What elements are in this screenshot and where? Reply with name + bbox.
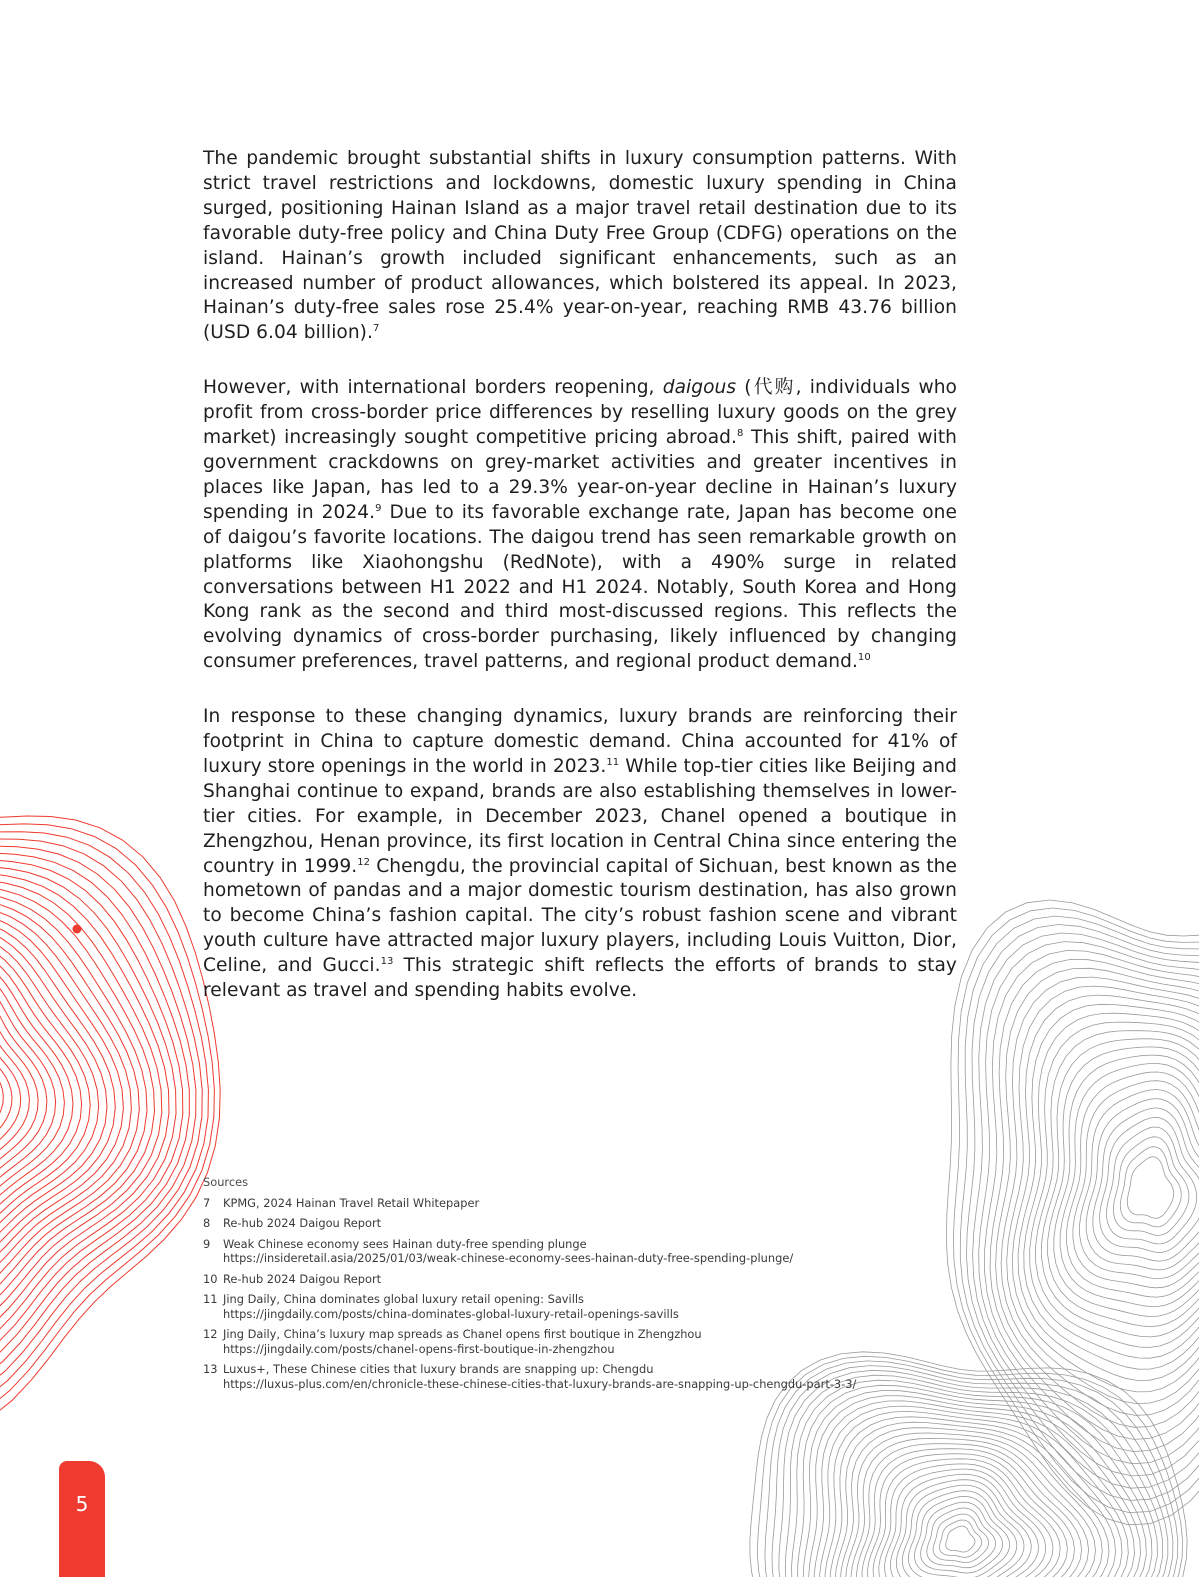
source-title: Luxus+, These Chinese cities that luxury brands are snapping up: Chengdu xyxy=(223,1362,654,1376)
source-item xyxy=(203,1362,983,1391)
paragraph-text: In response to these changing dynamics, luxury brands are reinforcing their footprint in China to capture domestic demand. China accounted for 41% of luxury store openings in the world in 2023. xyxy=(203,706,957,777)
gray-contour-lines-right xyxy=(946,900,1199,1525)
gray-contour-line xyxy=(990,959,1199,1439)
page-number: 5 xyxy=(75,1492,89,1516)
italic-term: daigous xyxy=(662,377,737,399)
gray-contour-line xyxy=(1080,1090,1199,1279)
paragraph-text: The pandemic brought substantial shifts in luxury consumption patterns. With strict travel restrictions and lockdowns, domestic luxury spending in China surged, positioning Hainan Island as a major travel retail destination due to its favorable duty-free policy and China Duty Free Group (CDFG) operations on the island. Hainan’s growth included significant enhancements, such as an increased number of product allowances, which bolstered its appeal. In 2023, Hainan’s duty-free sales rose 25.4% year-on-year, reaching RMB 43.76 billion (USD 6.04 billion). xyxy=(203,148,957,344)
source-url-link[interactable]: https://jingdaily.com/posts/chanel-opens-first-boutique-in-zhengzhou xyxy=(223,1341,615,1356)
source-number: 11 xyxy=(203,1292,218,1306)
footnote-ref: 9 xyxy=(375,502,382,514)
red-contour-lines xyxy=(0,794,220,1439)
gray-contour-line xyxy=(868,1454,1068,1577)
red-contour-line xyxy=(0,993,29,1179)
paragraph-hainan xyxy=(203,147,957,346)
footnote-ref: 13 xyxy=(380,956,394,968)
source-number: 7 xyxy=(203,1195,211,1210)
article-body xyxy=(203,147,957,1034)
gray-contour-line xyxy=(1086,1099,1199,1270)
gray-contour-line xyxy=(1018,1004,1199,1380)
red-contour-line xyxy=(0,960,64,1216)
paragraph-text: This strategic shift reflects the efforts of brands to stay relevant as travel and spending habits evolve. xyxy=(203,955,957,1002)
gray-contour-line xyxy=(902,1485,1024,1577)
red-contour-line xyxy=(0,1010,12,1162)
red-contour-line xyxy=(0,794,220,1439)
source-url-link[interactable]: https://jingdaily.com/posts/china-dominates-global-luxury-retail-openings-savills xyxy=(223,1306,679,1321)
red-contour-line xyxy=(0,920,107,1265)
paragraph-text: Chengdu, the provincial capital of Sichuan, best known as the hometown of pandas and a major domestic tourism destination, has also grown to become China’s fashion capital. The city’s robust fashion scene and vibrant youth culture have attracted major luxury players, including Louis Vuitton, Dior, Celine, and Gucci. xyxy=(203,855,957,977)
source-number: 13 xyxy=(203,1362,218,1376)
source-item xyxy=(203,1292,983,1321)
footnote-ref: 7 xyxy=(372,323,380,335)
paragraph-text: (代购, individuals who profit from cross-border price differences by reselling luxury goods on the grey market) increasingly sought competitive pricing abroad. xyxy=(203,377,957,449)
gray-contour-line xyxy=(927,1508,996,1568)
red-contour-line xyxy=(0,870,155,1329)
paragraph-text: Due to its favorable exchange rate, Japan has become one of daigou’s favorite locations. The daigou trend has seen remarkable growth on platforms like Xiaohongshu (RedNote), with a 490% surge in related conversations between H1 2022 and H1 2024. Notably, South Korea and Hong Kong rank as the second and third most-discussed regions. This reflects the evolving dynamics of cross-border purchasing, likely influenced by changing consumer preferences, travel patterns, and regional product demand. xyxy=(203,501,958,673)
red-contour-line xyxy=(0,944,82,1235)
gray-contour-line xyxy=(1001,977,1199,1415)
source-number: 9 xyxy=(203,1236,211,1251)
gray-contour-line xyxy=(1024,1013,1199,1369)
source-item xyxy=(203,1216,983,1231)
red-dot xyxy=(73,925,82,934)
gray-contour-line xyxy=(946,1526,975,1552)
source-item xyxy=(203,1272,983,1287)
gray-contour-line xyxy=(1042,1039,1199,1337)
gray-contour-line xyxy=(1127,1157,1173,1219)
source-url-link[interactable]: https://luxus-plus.com/en/chronicle-these-chinese-cities-that-luxury-brands-are-snapping-up-chengdu-part-3-3/ xyxy=(223,1376,857,1391)
gray-contour-line xyxy=(1054,1055,1199,1316)
paragraph-daigou xyxy=(203,376,957,675)
red-contour-line xyxy=(0,801,214,1428)
source-item xyxy=(203,1327,983,1356)
source-title: Re-hub 2024 Daigou Report xyxy=(223,1271,382,1286)
source-number: 10 xyxy=(203,1271,218,1286)
red-contour-line xyxy=(0,1001,21,1170)
source-url-link[interactable]: https://insideretail.asia/2025/01/03/weak-chinese-economy-sees-hainan-duty-free-spending-plunge/ xyxy=(223,1251,794,1265)
gray-contour-line xyxy=(946,900,1199,1525)
gray-contour-line xyxy=(1113,1137,1189,1236)
source-title: Re-hub 2024 Daigou Report xyxy=(223,1216,382,1230)
gray-contour-line xyxy=(862,1449,1075,1577)
footnote-ref: 10 xyxy=(857,652,871,664)
paragraph-text: This shift, paired with government crackdowns on grey-market activities and greater incentives in places like Japan, has led to a 29.3% year-on-year decline in Hainan’s luxury spending in 2024. xyxy=(203,427,957,523)
red-contour-line xyxy=(0,1019,3,1154)
source-title: Jing Daily, China dominates global luxury retail opening: Savills xyxy=(223,1292,584,1306)
source-item xyxy=(203,1196,983,1211)
red-contour-line xyxy=(0,808,208,1417)
source-item xyxy=(203,1237,983,1266)
source-title: Jing Daily, China’s luxury map spreads as Chanel opens first boutique in Zhengzhou xyxy=(223,1327,702,1341)
sources-heading: Sources xyxy=(203,1175,249,1189)
paragraph-text: While top-tier cities like Beijing and Shanghai continue to expand, brands are also establishing themselves in lower-tier cities. For example, in December 2023, Chanel opened a boutique in Zhengzhou, Henan province, its first location in Central China since entering the country in 1999. xyxy=(203,755,957,877)
source-number: 12 xyxy=(203,1327,218,1341)
footnote-ref: 8 xyxy=(736,428,744,440)
source-title: KPMG, 2024 Hainan Travel Retail Whitepaper xyxy=(223,1195,480,1210)
sources-list xyxy=(203,1175,983,1397)
source-number: 8 xyxy=(203,1216,211,1230)
red-contour-line xyxy=(0,984,38,1188)
page-number-tab xyxy=(59,1461,105,1577)
footnote-ref: 11 xyxy=(606,756,620,768)
gray-contour-line xyxy=(1012,995,1199,1392)
paragraph-text: However, with international borders reopening, xyxy=(203,377,663,399)
source-title: Weak Chinese economy sees Hainan duty-free spending plunge xyxy=(223,1236,587,1251)
footnote-ref: 12 xyxy=(357,856,371,868)
paragraph-brands xyxy=(203,705,957,1004)
